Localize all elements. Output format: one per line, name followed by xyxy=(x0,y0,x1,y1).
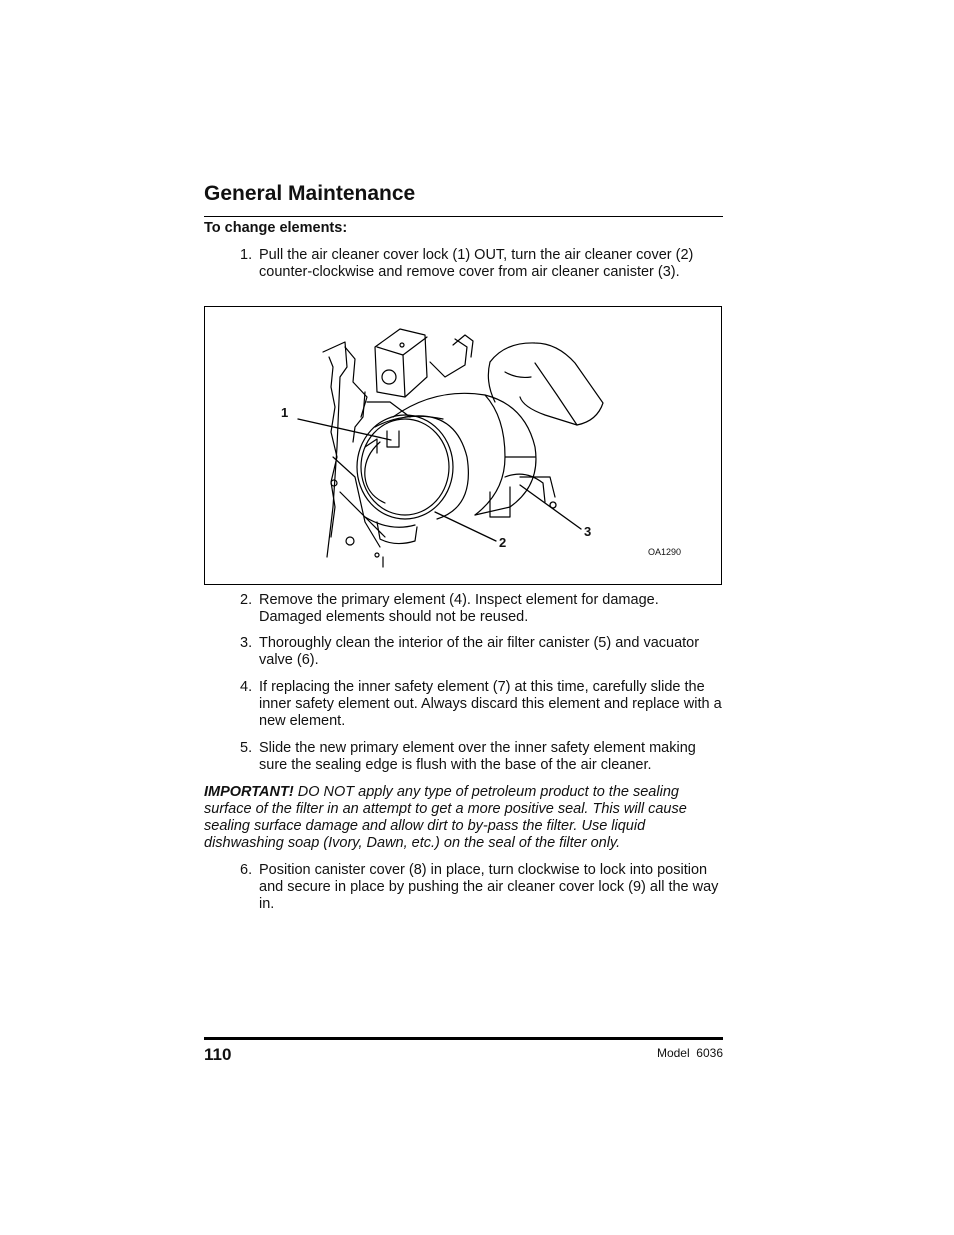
step-text: Slide the new primary element over the inner safety element making sure the sealing edge is flush with the base of the air cleaner. xyxy=(259,740,696,773)
air-cleaner-figure xyxy=(204,306,722,585)
footer-divider xyxy=(204,1037,723,1040)
callout-2: 2 xyxy=(499,535,507,550)
step-number: 1. xyxy=(240,247,253,263)
step-text: Thoroughly clean the interior of the air filter canister (5) and vacuator valve (6). xyxy=(259,635,700,668)
title-divider xyxy=(204,216,723,217)
step-number: 4. xyxy=(240,679,253,695)
intake-elbow-drawing xyxy=(488,343,603,425)
step-number: 3. xyxy=(240,635,253,651)
air-cleaner-canister-drawing xyxy=(393,393,555,517)
step-4 xyxy=(240,679,724,730)
air-cleaner-illustration xyxy=(205,307,721,584)
step-1 xyxy=(240,247,724,281)
callout-3: 3 xyxy=(584,524,592,539)
step-text: If replacing the inner safety element (7) at this time, carefully slide the inner safety element out. Always discard this element and replace with a new element. xyxy=(259,679,722,729)
step-5 xyxy=(240,740,724,774)
step-6 xyxy=(240,862,724,913)
model-label: Model 6036 xyxy=(656,1046,723,1060)
step-text: Remove the primary element (4). Inspect element for damage. Damaged elements should not be reused. xyxy=(259,592,659,625)
callout-1: 1 xyxy=(281,405,289,420)
step-2 xyxy=(240,592,724,626)
intake-housing-drawing xyxy=(353,329,473,442)
subheading: To change elements: xyxy=(204,220,348,236)
page-number: 110 xyxy=(204,1045,232,1064)
important-label: IMPORTANT! xyxy=(204,784,294,800)
step-number: 2. xyxy=(240,592,253,608)
air-cleaner-cover-drawing xyxy=(357,415,468,544)
important-text: DO NOT apply any type of petroleum product to the sealing surface of the filter in an attempt to get a more positive seal. This will cause sealing surface damage and allow dirt to by-pass the filter. Use liquid dishwashing soap (Ivory, Dawn, etc.) on the seal of the filter only. xyxy=(204,784,687,851)
step-3 xyxy=(240,635,724,669)
step-text: Position canister cover (8) in place, turn clockwise to lock into position and secure in place by pushing the air cleaner cover lock (9) all the way in. xyxy=(259,862,719,912)
step-text: Pull the air cleaner cover lock (1) OUT, turn the air cleaner cover (2) counter-clockwise and remove cover from air cleaner canister (3). xyxy=(259,247,694,280)
section-title: General Maintenance xyxy=(204,182,416,205)
figure-code: OA1290 xyxy=(648,547,682,557)
step-number: 6. xyxy=(240,862,253,878)
important-note xyxy=(204,784,724,852)
step-number: 5. xyxy=(240,740,253,756)
